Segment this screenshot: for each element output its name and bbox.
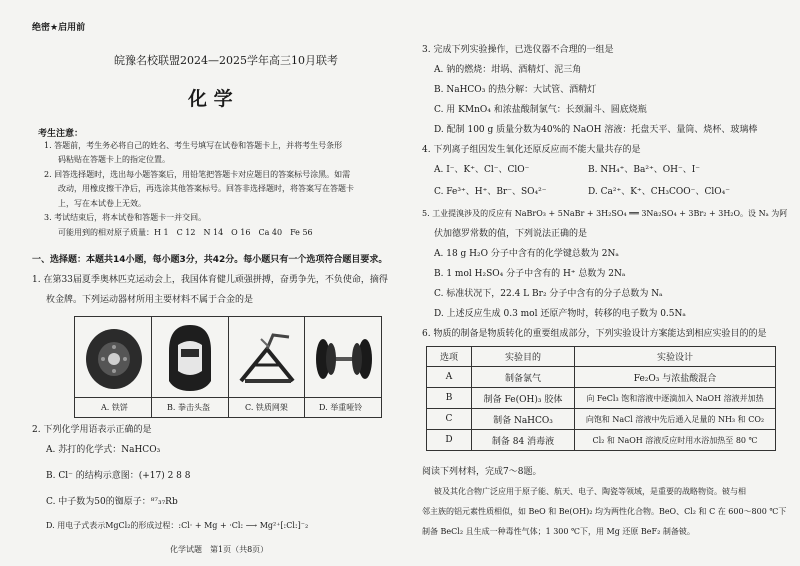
q6-header-cell: 实验目的 (472, 347, 575, 367)
q3-stem: 3. 完成下列实验操作，已选仪器不合理的一组是 (422, 45, 614, 55)
steel-frame-image (235, 327, 299, 391)
reading-line: 铍及其化合物广泛应用于原子能、航天、电子、陶瓷等领域，是重要的战略物资。铍与相 (434, 487, 746, 496)
q6-cell: 向 FeCl₃ 饱和溶液中逐滴加入 NaOH 溶液并加热 (575, 388, 776, 409)
q6-table-row (427, 409, 776, 430)
q6-table-row (427, 367, 776, 388)
q6-cell: C (427, 409, 472, 430)
q5-option-d: D. 上述反应生成 0.3 mol 还原产物时，转移的电子数为 0.5Nₐ (434, 309, 686, 319)
q1-stem-line: 1. 在第33届夏季奥林匹克运动会上，我国体育健儿顽强拼搏，奋勇争先，不负使命，摘得 (32, 275, 388, 285)
q1-option-a: A. 铁饼 (101, 403, 128, 412)
page-footer: 化学试题 第1页（共8页） (170, 545, 269, 554)
q5-stem-line: 5. 工业提溴涉及的反应有 NaBrO₃ + 5NaBr + 3H₂SO₄ ══ 3Na₂SO₄ + 3Br₂ + 3H₂O。设 Nₐ 为阿 (422, 209, 788, 218)
q1-stem-line: 枚金牌。下列运动器材所用主要材料不属于合金的是 (46, 295, 254, 305)
q4-stem: 4. 下列离子组因发生氧化还原反应而不能大量共存的是 (422, 145, 641, 155)
q2-option-d: D. 用电子式表示MgCl₂的形成过程：:Cl· + Mg + ·Cl: ⟶ Mg²⁺[:Cl:]⁻₂ (46, 521, 309, 530)
q6-table-header-row (427, 347, 776, 367)
note-line: 改动，用橡皮擦干净后，再选涂其他答案标号。回答非选择题时，将答案写在答题卡 (58, 184, 354, 193)
q6-cell: Cl₂ 和 NaOH 溶液反应时用水浴加热至 80 ℃ (575, 430, 776, 451)
q6-stem: 6. 物质的制备是物质转化的重要组成部分，下列实验设计方案能达到相应实验目的的是 (422, 329, 767, 339)
secret-label: 绝密★启用前 (32, 23, 86, 33)
q3-option-b: B. NaHCO₃ 的热分解：大试管、酒精灯 (434, 85, 597, 95)
q2-option-c: C. 中子数为50的铷原子：⁸⁷₃₇Rb (46, 497, 178, 507)
atomic-masses: 可能用到的相对原子质量：H 1 C 12 N 14 O 16 Ca 40 Fe 56 (58, 228, 313, 237)
notes-heading: 考生注意： (38, 129, 84, 139)
q6-cell: 向饱和 NaCl 溶液中先后通入足量的 NH₃ 和 CO₂ (575, 409, 776, 430)
q6-cell: A (427, 367, 472, 388)
q4-option-d: D. Ca²⁺、K⁺、CH₃COO⁻、ClO₄⁻ (588, 187, 730, 197)
q4-option-a: A. I⁻、K⁺、Cl⁻、ClO⁻ (434, 165, 530, 175)
q6-cell: 制备 84 消毒液 (472, 430, 575, 451)
q6-cell: Fe₂O₃ 与浓盐酸混合 (575, 367, 776, 388)
exam-page-2 (402, 18, 794, 566)
q2-option-a: A. 苏打的化学式：NaHCO₃ (46, 445, 161, 455)
section-heading: 一、选择题：本题共14小题，每小题3分，共42分。每小题只有一个选项符合题目要求。 (32, 255, 388, 265)
note-line: 3. 考试结束后，将本试卷和答题卡一并交回。 (44, 213, 207, 222)
q5-option-a: A. 18 g H₂O 分子中含有的化学键总数为 2Nₐ (434, 249, 619, 259)
q6-cell: 制备 NaHCO₃ (472, 409, 575, 430)
note-line: 码粘贴在答题卡上的指定位置。 (58, 155, 170, 164)
q3-option-d: D. 配制 100 g 质量分数为40%的 NaOH 溶液：托盘天平、量筒、烧杯、玻璃棒 (434, 125, 758, 135)
q1-image-table (74, 316, 382, 418)
reading-line: 制备 BeCl₂ 且生成一种毒性气体；1 300 ℃下，用 Mg 还原 BeF₂ 制备铍。 (422, 527, 695, 536)
q6-table-row (427, 430, 776, 451)
q5-option-c: C. 标准状况下，22.4 L Br₂ 分子中含有的分子总数为 Nₐ (434, 289, 663, 299)
q3-option-c: C. 用 KMnO₄ 和浓盐酸制氯气：长颈漏斗、圆底烧瓶 (434, 105, 647, 115)
exam-page-1 (6, 18, 398, 566)
note-line: 上，写在本试卷上无效。 (58, 199, 146, 208)
q3-option-a: A. 钠的燃烧：坩埚、酒精灯、泥三角 (434, 65, 582, 75)
q6-cell: B (427, 388, 472, 409)
q6-table (426, 346, 776, 451)
discus-image (83, 323, 145, 393)
q6-cell: 制备氯气 (472, 367, 575, 388)
q5-stem-line: 伏加德罗常数的值，下列说法正确的是 (434, 229, 588, 239)
q1-option-b: B. 拳击头盔 (167, 403, 210, 412)
q5-option-b: B. 1 mol H₂SO₄ 分子中含有的 H⁺ 总数为 2Nₐ (434, 269, 626, 279)
reading-line: 邻主族的铝元素性质相似，如 BeO 和 Be(OH)₂ 均为两性化合物。BeO、Cl₂ 和 C 在 600～800 ℃下 (422, 507, 787, 516)
dumbbell-image (309, 329, 379, 389)
boxing-helmet-image (161, 321, 219, 395)
q4-option-c: C. Fe³⁺、H⁺、Br⁻、SO₄²⁻ (434, 187, 547, 197)
q6-cell: D (427, 430, 472, 451)
q1-option-c: C. 铁质网架 (245, 403, 288, 412)
q2-option-b: B. Cl⁻ 的结构示意图：(+17) 2 8 8 (46, 471, 191, 481)
q1-option-d: D. 举重哑铃 (319, 403, 363, 412)
q6-table-row (427, 388, 776, 409)
q6-header-cell: 选项 (427, 347, 472, 367)
q4-option-b: B. NH₄⁺、Ba²⁺、OH⁻、I⁻ (588, 165, 701, 175)
q2-stem: 2. 下列化学用语表示正确的是 (32, 425, 152, 435)
exam-title: 皖豫名校联盟2024—2025学年高三10月联考 (114, 54, 338, 67)
note-line: 1. 答题前，考生务必将自己的姓名、考生号填写在试卷和答题卡上，并将考生号条形 (44, 141, 343, 150)
q6-header-cell: 实验设计 (575, 347, 776, 367)
subject-title: 化 学 (188, 88, 233, 110)
reading-intro: 阅读下列材料，完成7～8题。 (422, 467, 542, 477)
q6-cell: 制备 Fe(OH)₃ 胶体 (472, 388, 575, 409)
note-line: 2. 回答选择题时，选出每小题答案后，用铅笔把答题卡对应题目的答案标号涂黑。如需 (44, 170, 351, 179)
